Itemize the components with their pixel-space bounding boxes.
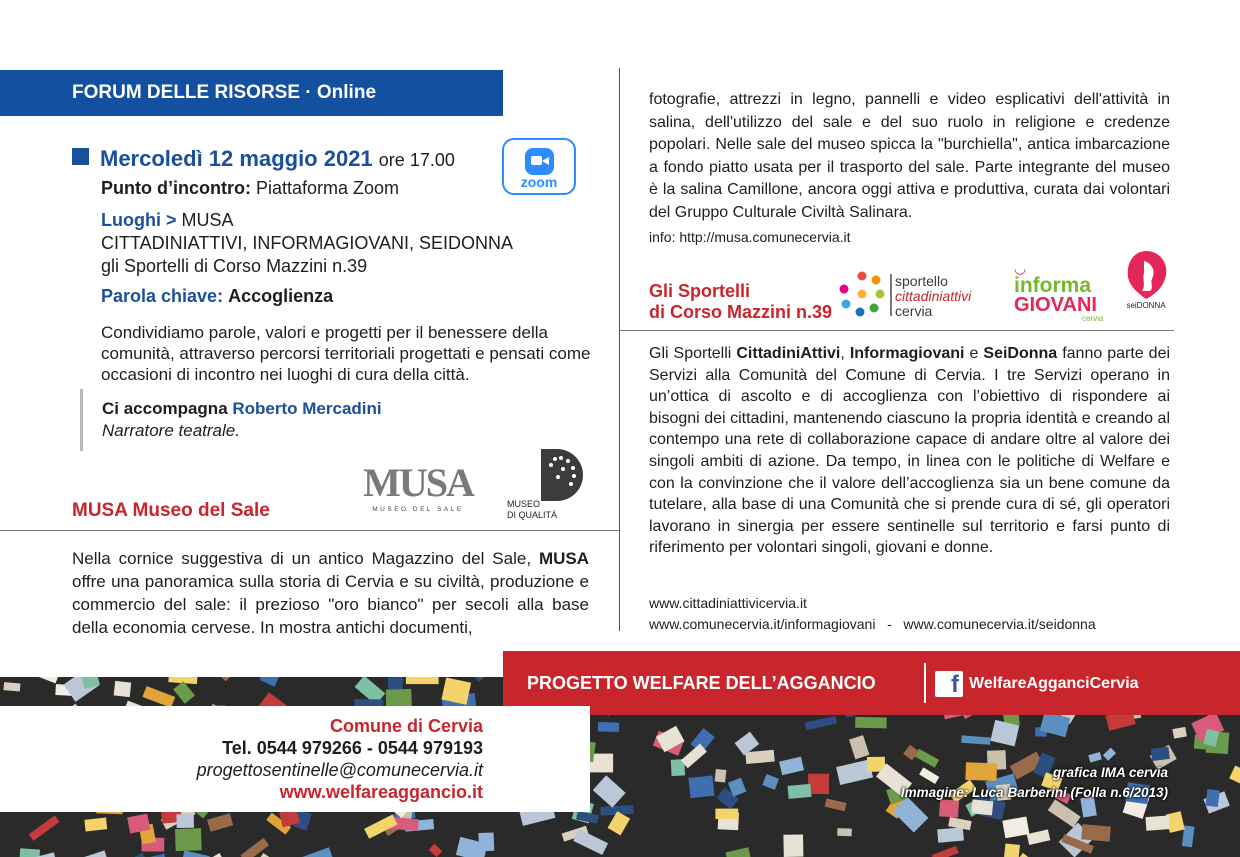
logo-ig-line-3: cervia bbox=[1082, 314, 1104, 323]
musa-logo bbox=[358, 458, 478, 516]
logo-separator bbox=[890, 274, 892, 316]
mosaic-tile bbox=[593, 775, 626, 807]
mosaic-tile bbox=[825, 798, 847, 811]
musa-text-intro: Nella cornice suggestiva di un antico Magazzino del Sale, bbox=[72, 549, 532, 568]
mosaic-tile bbox=[726, 847, 754, 857]
mosaic-tile bbox=[1048, 799, 1081, 827]
contact-website[interactable]: www.welfareaggancio.it bbox=[279, 782, 483, 802]
mosaic-tile bbox=[1151, 747, 1170, 761]
informagiovani-seidonna-links[interactable]: www.comunecervia.it/informagiovani - www.comunecervia.it/seidonna bbox=[649, 616, 1096, 632]
musa-text-name: MUSA bbox=[538, 549, 589, 568]
sportelli-links bbox=[649, 593, 1096, 635]
mosaic-tile bbox=[688, 776, 714, 799]
logo-sd-text: seiDONNA bbox=[1126, 301, 1166, 310]
keyword-label: Parola chiave: bbox=[101, 286, 224, 306]
museo-logo-line-1: MUSEO bbox=[507, 499, 541, 509]
mosaic-tile bbox=[298, 847, 337, 857]
zoom-logo-text: zoom bbox=[520, 174, 558, 190]
musa-info-link[interactable]: info: http://musa.comunecervia.it bbox=[649, 229, 851, 245]
mosaic-tile bbox=[81, 677, 99, 689]
musa-logo-text: MUSA bbox=[363, 460, 473, 505]
logo-ig-line-1: informa bbox=[1014, 274, 1092, 297]
mosaic-tile bbox=[176, 814, 194, 828]
colored-dots-icon bbox=[838, 270, 886, 318]
facebook-icon bbox=[935, 671, 963, 697]
mosaic-tile bbox=[1145, 815, 1169, 830]
image-credits bbox=[901, 763, 1168, 803]
mosaic-tile bbox=[406, 677, 439, 684]
mosaic-tile bbox=[207, 813, 233, 832]
mosaic-tile bbox=[715, 769, 727, 783]
mosaic-tile bbox=[175, 828, 202, 851]
mosaic-tile bbox=[3, 682, 20, 691]
sportelli-name-1: CittadiniAttivi bbox=[736, 345, 841, 362]
mosaic-tile bbox=[29, 815, 60, 840]
mosaic-tile bbox=[142, 686, 175, 708]
meeting-point bbox=[101, 178, 399, 199]
sportelli-text-3: e bbox=[969, 345, 979, 362]
places-line-2: CITTADINIATTIVI, INFORMAGIOVANI, SEIDONNA bbox=[101, 233, 514, 253]
mosaic-tile bbox=[83, 850, 112, 857]
places bbox=[101, 209, 513, 278]
mosaic-tile bbox=[805, 716, 837, 730]
mosaic-tile bbox=[745, 750, 774, 764]
credit-image: Immagine: Luca Barberini (Folla n.6/2013) bbox=[900, 785, 1168, 800]
museo-di-qualita-logo bbox=[505, 447, 585, 527]
seidonna-logo bbox=[1120, 249, 1172, 325]
event-date-line bbox=[72, 146, 455, 172]
guide-label: Ci accompagna bbox=[102, 399, 228, 418]
sportelli-heading-line-1: Gli Sportelli bbox=[649, 281, 751, 301]
places-label: Luoghi > bbox=[101, 210, 177, 230]
sportelli-description bbox=[649, 343, 1170, 559]
mosaic-tile bbox=[114, 681, 132, 697]
credit-graphic: grafica IMA cervia bbox=[1052, 765, 1168, 780]
museo-quality-mark-icon bbox=[505, 447, 585, 503]
mosaic-tile bbox=[19, 848, 40, 857]
sportelli-text-1: Gli Sportelli bbox=[649, 345, 732, 362]
mosaic-tile bbox=[173, 681, 195, 704]
facebook-page-name[interactable]: WelfareAgganciCervia bbox=[969, 675, 1139, 692]
mosaic-tile bbox=[779, 757, 804, 776]
mosaic-tile bbox=[1205, 789, 1219, 807]
mosaic-tile bbox=[762, 774, 779, 790]
mosaic-tile bbox=[837, 828, 852, 836]
mosaic-tile bbox=[182, 850, 210, 857]
sportelli-text-4: fanno parte dei Servizi alla Comunità del Comune di Cervia. I tre Servizi operano in un’ottica di ascolto e di accoglienza con l’obiettivo di rispondere ai bisogni dei cittadini, mantenendo ciascuno la propria identità e creando al contempo una rete di collaborazione capace di andare oltre al valore dei singoli ambiti di azione. Da tempo, in linea con le politiche di Welfare e con la convinzione che il valore dell’accoglienza sia un bene comune da tutelare, alla base di una Comunità che si prende cura di sé, gli operatori lavorano in sinergia per essere sentinelle sul territorio e farsi punto di riferimento per volontari singoli, giovani e donne. bbox=[649, 345, 1171, 557]
musa-text-rest: offre una panoramica sulla storia di Cervia e su civiltà, produzione e commercio del sale: il prezioso "oro bianco" per secoli alla base della economia cervese. In mostra antichi documenti, bbox=[72, 572, 589, 637]
mosaic-tile bbox=[1103, 748, 1116, 761]
musa-description bbox=[72, 547, 589, 639]
logo-ca-line-3: cervia bbox=[895, 303, 933, 319]
mosaic-tile bbox=[788, 784, 812, 799]
musa-divider bbox=[0, 530, 619, 531]
mosaic-tile bbox=[849, 735, 869, 759]
places-line-3: gli Sportelli di Corso Mazzini n.39 bbox=[101, 256, 368, 276]
guide-quote bbox=[80, 389, 382, 451]
forum-title-band bbox=[0, 70, 503, 116]
event-time: ore 17.00 bbox=[378, 150, 455, 170]
mosaic-tile bbox=[1088, 752, 1102, 763]
keyword bbox=[101, 286, 333, 307]
mosaic-tile bbox=[118, 853, 153, 857]
mosaic-tile bbox=[573, 829, 608, 855]
mosaic-tile bbox=[903, 745, 919, 761]
band-separator bbox=[924, 663, 926, 703]
musa-logo-subtitle: MUSEO DEL SALE bbox=[372, 506, 464, 513]
guide-role: Narratore teatrale. bbox=[102, 421, 240, 440]
forum-title: FORUM DELLE RISORSE · Online bbox=[72, 82, 377, 103]
column-divider bbox=[619, 68, 620, 631]
mosaic-tile bbox=[598, 722, 619, 732]
sportelli-divider bbox=[620, 330, 1174, 331]
mosaic-tile bbox=[1027, 829, 1051, 845]
mosaic-tile bbox=[429, 844, 443, 857]
mosaic-tile bbox=[254, 853, 286, 857]
facebook-glyph: f bbox=[951, 671, 959, 698]
mosaic-tile bbox=[681, 744, 707, 769]
event-intro: Condividiamo parole, valori e progetti per il benessere della comunità, attraverso percorsi territoriali progettati e pensati come occasioni di incontro nei luoghi di cura della città. bbox=[101, 323, 591, 384]
sportelli-name-2: Informagiovani bbox=[849, 345, 965, 362]
mosaic-tile bbox=[1172, 727, 1186, 739]
musa-heading: MUSA Museo del Sale bbox=[72, 500, 270, 521]
mosaic-tile bbox=[1229, 766, 1240, 793]
contact-org: Comune di Cervia bbox=[329, 716, 483, 736]
logo-ca-line-2: cittadiniattivi bbox=[895, 288, 972, 304]
mosaic-tile bbox=[84, 818, 107, 832]
musa-description-continued: fotografie, attrezzi in legno, pannelli e video esplicativi dell'attività in salina, dell'utilizzo del sale e del suo ruolo in religione e credenze popolari. Nelle sale del museo spicca la "burchiella", antica imbarcazione a fondo piatto usata per il trasporto del sale. Parte integrante del museo è la salina Camillone, ancora oggi attiva e produttiva, curata dai volontari del Gruppo Culturale Civiltà Salinara. bbox=[649, 91, 1170, 221]
cittadiniattivi-logo bbox=[838, 268, 1008, 320]
museo-logo-line-2: DI QUALITÀ bbox=[507, 510, 558, 520]
mosaic-tile bbox=[937, 827, 964, 842]
woman-profile-icon bbox=[1120, 249, 1172, 301]
meeting-point-value: Piattaforma Zoom bbox=[255, 178, 400, 198]
mosaic-tile bbox=[783, 834, 803, 857]
cittadiniattivi-link[interactable]: www.cittadiniattivicervia.it bbox=[649, 595, 807, 611]
mosaic-tile bbox=[35, 677, 60, 683]
mosaic-tile bbox=[1002, 817, 1029, 839]
meeting-point-label: Punto d’incontro: bbox=[101, 178, 251, 198]
mosaic-tile bbox=[364, 814, 397, 838]
mosaic-tile bbox=[468, 677, 504, 682]
places-line-1: MUSA bbox=[181, 210, 234, 230]
mosaic-tile bbox=[1081, 824, 1111, 842]
sportelli-text-2: , bbox=[840, 345, 845, 362]
logo-ig-line-2: GIOVANI bbox=[1014, 294, 1097, 316]
square-bullet-icon bbox=[72, 148, 89, 165]
event-date: Mercoledì 12 maggio 2021 bbox=[100, 146, 373, 171]
logo-ca-line-1: sportello bbox=[895, 273, 948, 289]
mosaic-tile bbox=[808, 774, 829, 794]
mosaic-tile bbox=[715, 809, 738, 819]
mosaic-tile bbox=[1018, 853, 1044, 857]
welfare-title: PROGETTO WELFARE DELL’AGGANCIO bbox=[527, 673, 876, 693]
video-camera-icon bbox=[525, 148, 554, 175]
mosaic-tile bbox=[212, 677, 245, 681]
wifi-icon: ◡ bbox=[1014, 260, 1027, 276]
sportelli-name-3: SeiDonna bbox=[983, 345, 1058, 362]
contact-phone: Tel. 0544 979266 - 0544 979193 bbox=[222, 738, 483, 758]
mosaic-tile bbox=[932, 846, 959, 857]
contact-email[interactable]: progettosentinelle@comunecervia.it bbox=[196, 760, 483, 780]
guide-name: Roberto Mercadini bbox=[232, 399, 382, 418]
mosaic-tile bbox=[260, 677, 284, 687]
informagiovani-logo bbox=[1012, 260, 1112, 322]
sportelli-heading bbox=[649, 281, 832, 323]
zoom-logo bbox=[502, 138, 576, 195]
mosaic-tile bbox=[855, 717, 887, 728]
contact-box bbox=[0, 706, 590, 812]
mosaic-tile bbox=[478, 833, 494, 852]
mosaic-tile bbox=[961, 735, 990, 744]
mosaic-tile bbox=[1004, 843, 1020, 857]
keyword-value: Accoglienza bbox=[228, 286, 334, 306]
welfare-band bbox=[503, 651, 1240, 715]
sportelli-heading-line-2: di Corso Mazzini n.39 bbox=[649, 302, 833, 322]
